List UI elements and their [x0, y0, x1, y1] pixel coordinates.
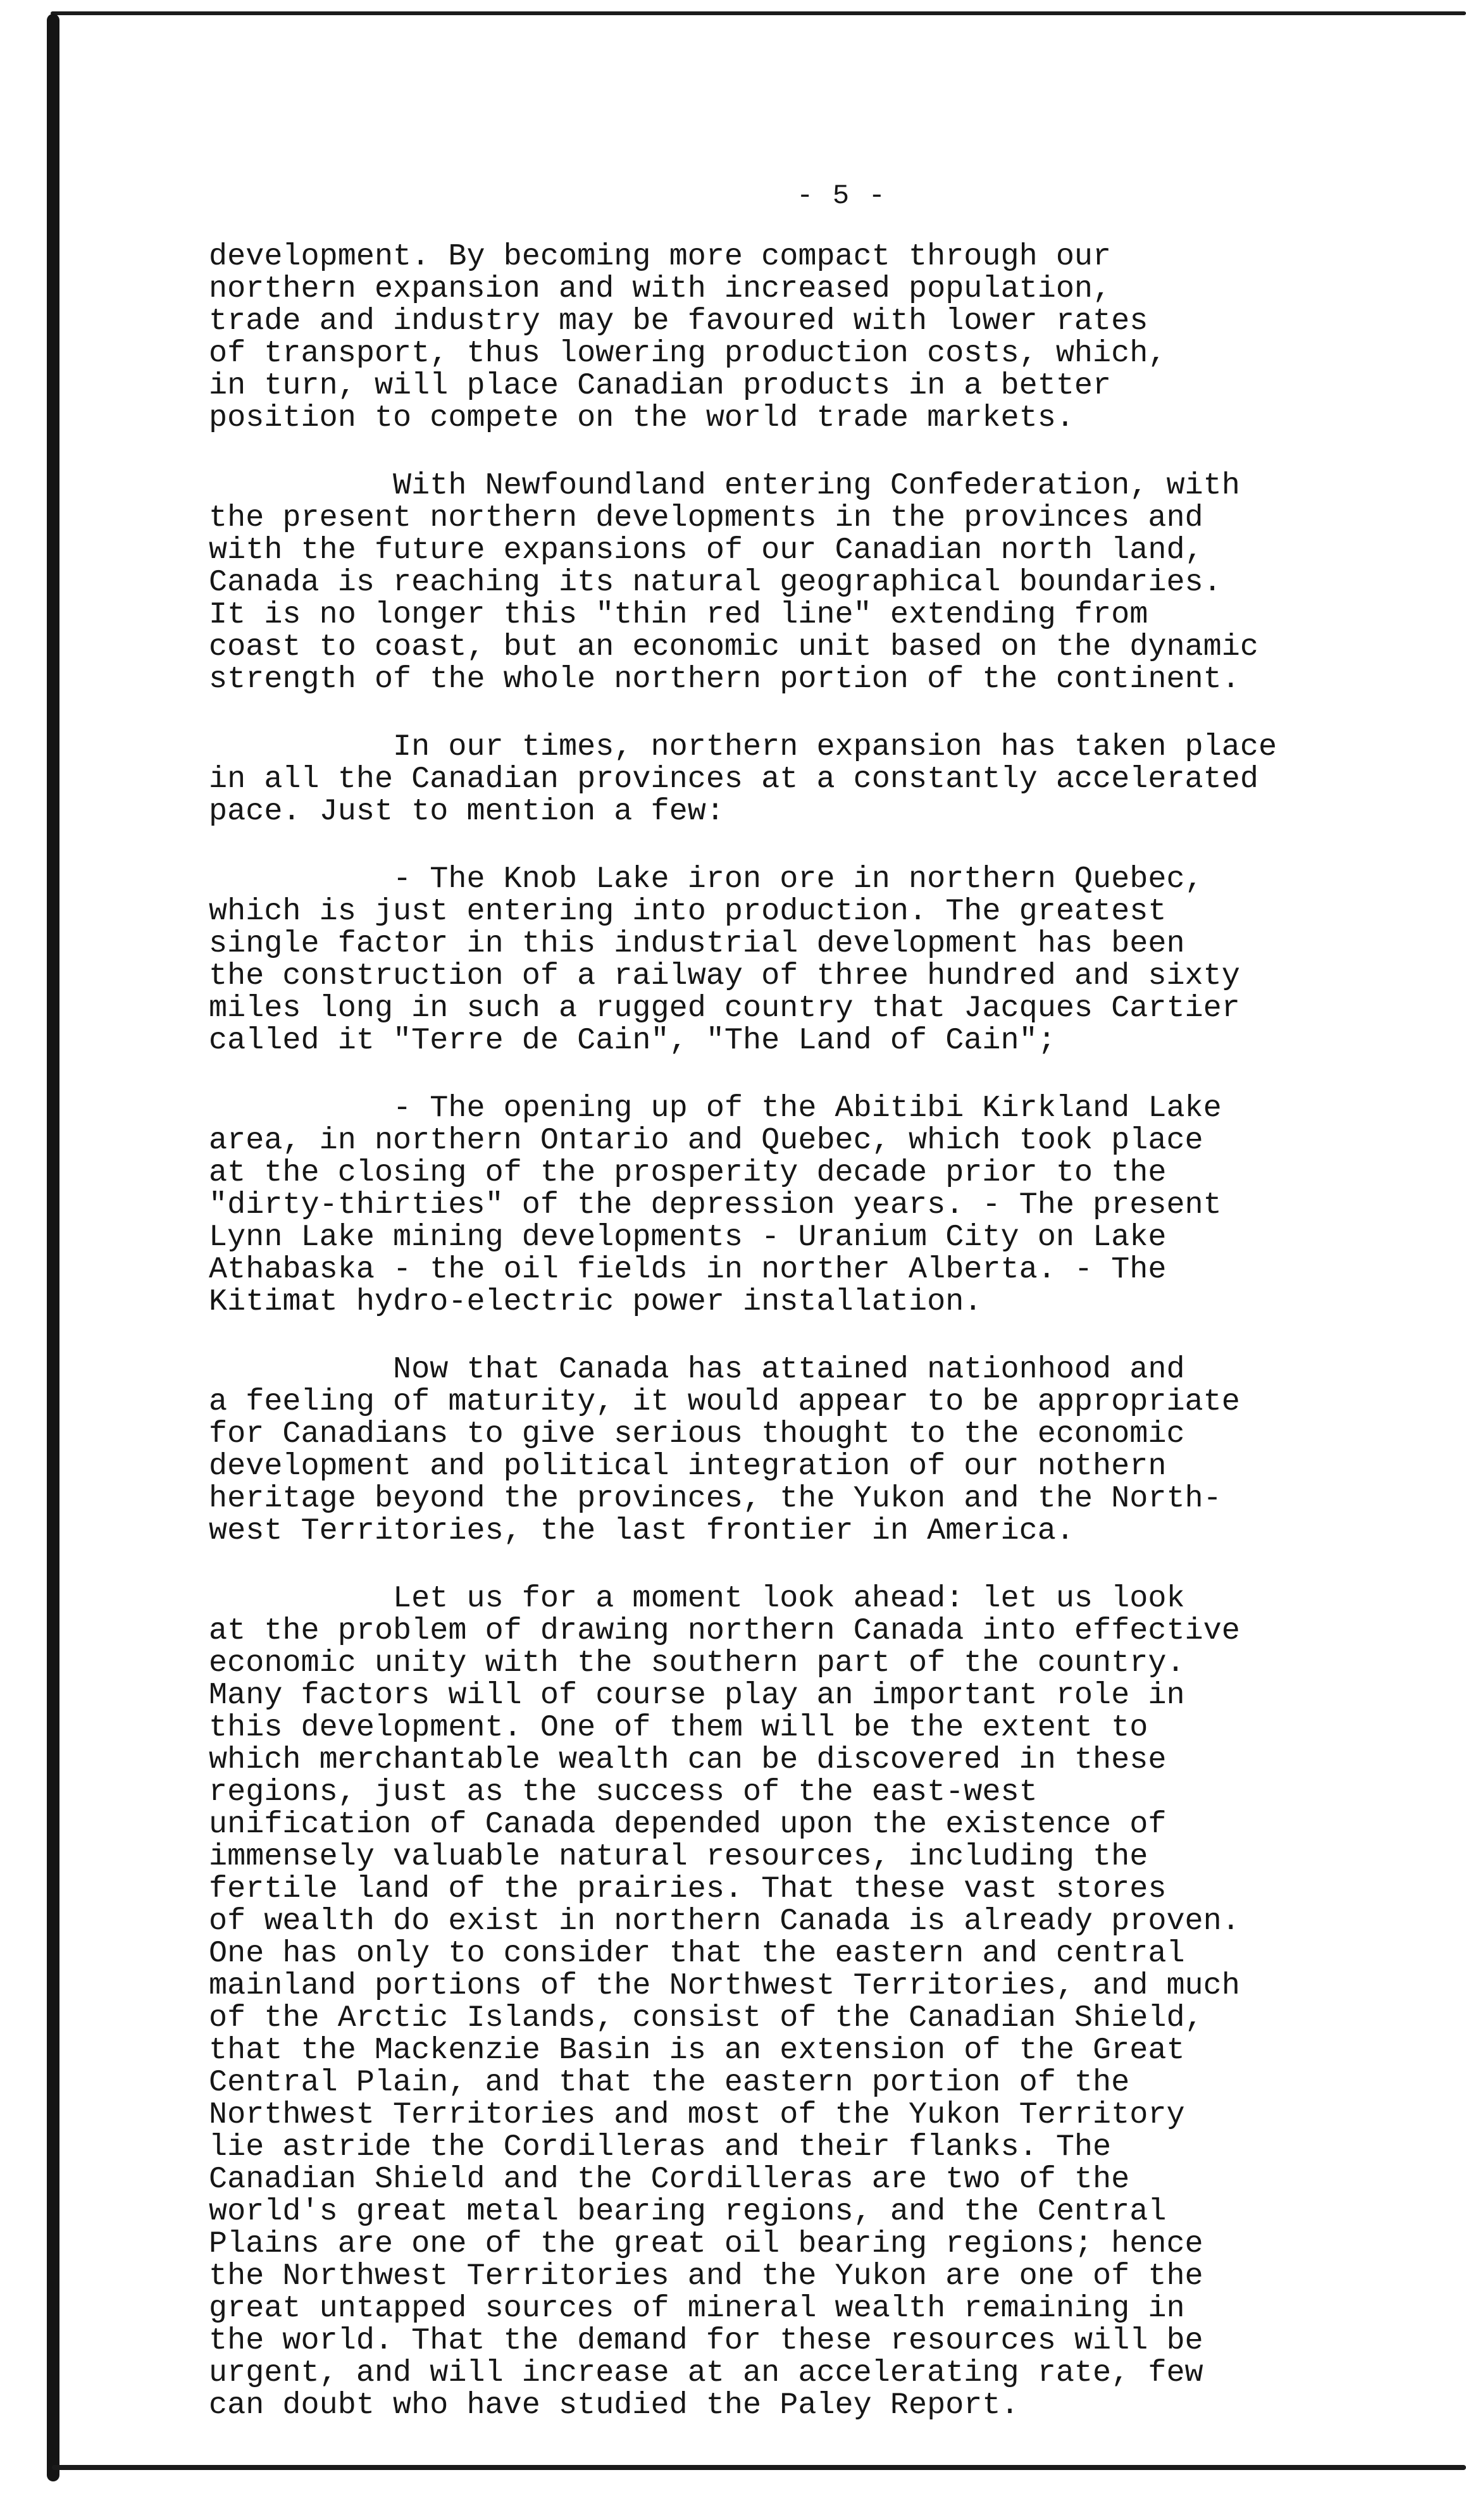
text-line: regions, just as the success of the east-west: [209, 1775, 1038, 1809]
text-line: "dirty-thirties" of the depression years. - The present: [209, 1188, 1222, 1222]
paragraph-abitibi: [209, 1092, 1348, 1318]
text-line: a feeling of maturity, it would appear to be appropriate: [209, 1384, 1240, 1419]
text-line: With Newfoundland entering Confederation, with: [209, 468, 1240, 503]
text-line: with the future expansions of our Canadian north land,: [209, 533, 1203, 568]
text-line: at the closing of the prosperity decade prior to the: [209, 1155, 1167, 1190]
text-line: called it "Terre de Cain", "The Land of Cain";: [209, 1023, 1056, 1058]
text-line: economic unity with the southern part of the country.: [209, 1646, 1185, 1680]
text-line: pace. Just to mention a few:: [209, 794, 724, 829]
text-line: Now that Canada has attained nationhood and: [209, 1352, 1185, 1387]
text-line: Canadian Shield and the Cordilleras are two of the: [209, 2162, 1130, 2197]
page-border-bottom: [52, 2465, 1466, 2470]
text-line: Northwest Territories and most of the Yukon Territory: [209, 2097, 1185, 2132]
paragraph-continuation: [209, 240, 1348, 434]
document-body: [209, 240, 1348, 2421]
paragraph-our-times: [209, 731, 1348, 828]
paragraph-nationhood: [209, 1353, 1348, 1547]
text-line: which merchantable wealth can be discovered in these: [209, 1742, 1167, 1777]
text-line: In our times, northern expansion has taken place: [209, 729, 1277, 764]
text-line: Central Plain, and that the eastern portion of the: [209, 2065, 1130, 2100]
text-line: of the Arctic Islands, consist of the Canadian Shield,: [209, 2001, 1203, 2035]
text-line: at the problem of drawing northern Canada into effective: [209, 1613, 1240, 1648]
text-line: development and political integration of our nothern: [209, 1449, 1167, 1484]
text-line: miles long in such a rugged country that Jacques Cartier: [209, 991, 1240, 1026]
text-line: Canada is reaching its natural geographical boundaries.: [209, 565, 1222, 600]
text-line: urgent, and will increase at an accelerating rate, few: [209, 2356, 1203, 2390]
text-line: lie astride the Cordilleras and their flanks. The: [209, 2130, 1112, 2164]
text-line: in all the Canadian provinces at a constantly accelerated: [209, 762, 1258, 797]
text-line: trade and industry may be favoured with lower rates: [209, 304, 1148, 338]
text-line: the present northern developments in the provinces and: [209, 500, 1203, 535]
text-line: which is just entering into production. The greatest: [209, 894, 1167, 929]
page-border-left: [47, 14, 59, 2481]
text-line: world's great metal bearing regions, and the Central: [209, 2194, 1167, 2229]
text-line: the world. That the demand for these resources will be: [209, 2323, 1203, 2358]
text-line: - The opening up of the Abitibi Kirkland Lake: [209, 1091, 1222, 1126]
text-line: the construction of a railway of three hundred and sixty: [209, 959, 1240, 993]
text-line: the Northwest Territories and the Yukon are one of the: [209, 2259, 1203, 2293]
text-line: fertile land of the prairies. That these vast stores: [209, 1871, 1167, 1906]
text-line: of transport, thus lowering production costs, which,: [209, 336, 1167, 371]
text-line: position to compete on the world trade markets.: [209, 400, 1074, 435]
document-page: [209, 177, 1348, 2457]
text-line: Many factors will of course play an important role in: [209, 1678, 1185, 1713]
text-line: for Canadians to give serious thought to the economic: [209, 1417, 1185, 1451]
text-line: unification of Canada depended upon the existence of: [209, 1807, 1167, 1842]
text-line: immensely valuable natural resources, including the: [209, 1839, 1148, 1874]
text-line: Plains are one of the great oil bearing regions; hence: [209, 2226, 1203, 2261]
text-line: great untapped sources of mineral wealth remaining in: [209, 2291, 1185, 2326]
text-line: that the Mackenzie Basin is an extension of the Great: [209, 2033, 1185, 2068]
text-line: mainland portions of the Northwest Territories, and much: [209, 1968, 1240, 2003]
text-line: Kitimat hydro-electric power installation.: [209, 1284, 983, 1319]
text-line: can doubt who have studied the Paley Report.: [209, 2388, 1019, 2423]
text-line: It is no longer this "thin red line" extending from: [209, 597, 1148, 632]
page-number: - 5 -: [796, 180, 887, 212]
text-line: area, in northern Ontario and Quebec, which took place: [209, 1123, 1203, 1158]
text-line: heritage beyond the provinces, the Yukon and the North-: [209, 1481, 1222, 1516]
text-line: strength of the whole northern portion of the continent.: [209, 662, 1240, 697]
paragraph-newfoundland: [209, 469, 1348, 695]
text-line: this development. One of them will be the extent to: [209, 1710, 1148, 1745]
text-line: coast to coast, but an economic unit based on the dynamic: [209, 630, 1258, 664]
text-line: Let us for a moment look ahead: let us look: [209, 1581, 1185, 1616]
page-border-top: [51, 11, 1466, 15]
text-line: One has only to consider that the eastern and central: [209, 1936, 1185, 1971]
text-line: west Territories, the last frontier in America.: [209, 1513, 1074, 1548]
text-line: development. By becoming more compact through our: [209, 239, 1112, 274]
text-line: Athabaska - the oil fields in norther Alberta. - The: [209, 1252, 1167, 1287]
paragraph-knob-lake: [209, 863, 1348, 1057]
text-line: single factor in this industrial development has been: [209, 926, 1185, 961]
text-line: Lynn Lake mining developments - Uranium City on Lake: [209, 1220, 1167, 1255]
text-line: in turn, will place Canadian products in a better: [209, 368, 1112, 403]
text-line: of wealth do exist in northern Canada is already proven.: [209, 1904, 1240, 1939]
paragraph-look-ahead: [209, 1582, 1348, 2421]
text-line: northern expansion and with increased population,: [209, 271, 1112, 306]
text-line: - The Knob Lake iron ore in northern Quebec,: [209, 862, 1203, 897]
